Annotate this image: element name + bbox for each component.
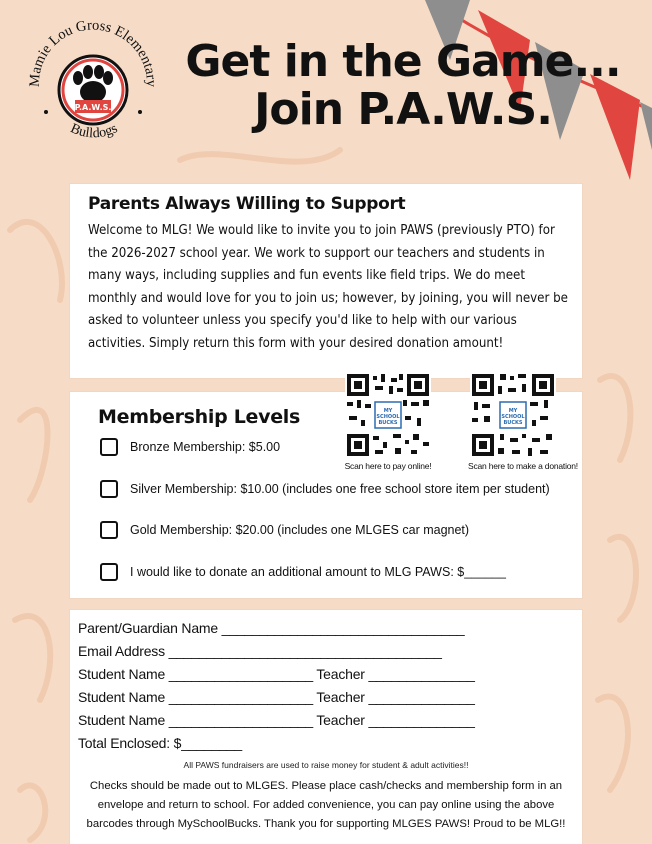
svg-text:MY: MY [383,408,393,414]
closing-text: Checks should be made out to MLGES. Please place cash/checks and membership form in an envelope and return to school. For added convenience, you can pay online using the above barcodes through MySchoolBucks. Thank you for supporting MLGES PAWS! Proud to be MLG!! [86,780,566,830]
svg-text:BUCKS: BUCKS [503,420,523,426]
student-row-2[interactable]: Student Name ___________________ Teacher ______________ [78,689,475,705]
student-row-3[interactable]: Student Name ___________________ Teacher ______________ [78,712,475,728]
qr-donate[interactable] [468,372,578,471]
student-row-1[interactable]: Student Name ___________________ Teacher ______________ [78,666,475,682]
level-label: Gold Membership: $20.00 (includes one MLGES car magnet) [130,523,470,537]
level-gold [100,521,469,539]
school-logo [18,12,168,162]
qr-donate-caption: Scan here to make a donation! [468,461,578,471]
gold-checkbox[interactable] [100,521,118,539]
level-silver [100,480,550,498]
level-donate [100,563,506,581]
intro-body: Welcome to MLG! We would like to invite you to join PAWS (previously PTO) for the 2026-2027 school year. We work to support our teachers and students in many ways, including supplies and fun events like field trips. We do meet monthly and would love for you to join us; however, by joining, you will never be asked to volunteer unless you specify you'd like to help with our various activities. Simply return this form with your desired donation amount! [88,223,568,351]
level-label: Bronze Membership: $5.00 [130,440,281,454]
silver-checkbox[interactable] [100,480,118,498]
title-line-2: Join P.A.W.S. [254,84,552,135]
donate-checkbox[interactable] [100,563,118,581]
total-enclosed-field[interactable]: Total Enclosed: $________ [78,735,242,751]
qr-code-icon [345,372,431,458]
level-bronze [100,438,280,456]
svg-text:SCHOOL: SCHOOL [501,414,525,420]
parent-name-field[interactable]: Parent/Guardian Name ________________________________ [78,620,465,636]
intro-heading: Parents Always Willing to Support [88,194,406,214]
svg-text:MY: MY [508,408,518,414]
logo-school-name: Mamie Lou Gross Elementary [26,17,160,88]
form-card [70,610,582,844]
fundraiser-note: All PAWS fundraisers are used to raise money for student & adult activities!! [183,760,469,770]
logo-mascot-name: Bulldogs [68,121,121,142]
intro-card [70,184,582,378]
membership-heading: Membership Levels [98,406,300,428]
page-title [168,38,638,134]
email-field[interactable]: Email Address ____________________________________ [78,643,442,659]
title-line-1: Get in the Game... [185,36,621,87]
bronze-checkbox[interactable] [100,438,118,456]
logo-badge: P.A.W.S. [74,103,112,112]
qr-pay-caption: Scan here to pay online! [344,461,432,471]
svg-text:BUCKS: BUCKS [378,420,398,426]
level-label: Silver Membership: $10.00 (includes one free school store item per student) [130,482,550,496]
qr-pay[interactable] [343,372,433,471]
level-label: I would like to donate an additional amount to MLG PAWS: $______ [130,565,506,579]
qr-code-icon [470,372,556,458]
svg-text:SCHOOL: SCHOOL [376,414,400,420]
